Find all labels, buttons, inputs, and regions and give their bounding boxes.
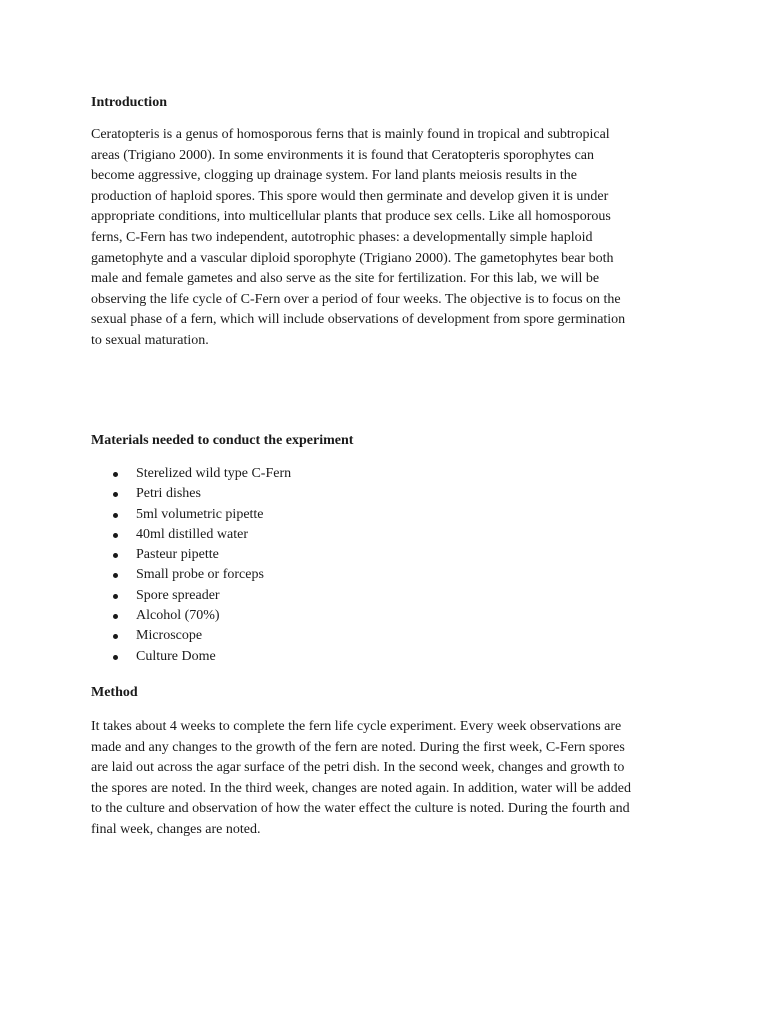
materials-item-text: Culture Dome <box>136 648 216 664</box>
materials-item-text: Microscope <box>136 628 203 644</box>
introduction-line: sexual phase of a fern, which will include observations of development from spore germination <box>91 312 626 328</box>
introduction-line: appropriate conditions, into multicellular plants that produce sex cells. Like all homosporous <box>91 209 611 225</box>
introduction-line: observing the life cycle of C-Fern over a period of four weeks. The objective is to focus on the <box>91 291 621 307</box>
materials-item-text: Alcohol (70%) <box>136 608 220 624</box>
bullet-icon <box>113 614 118 619</box>
bullet-icon <box>113 513 118 518</box>
method-line: It takes about 4 weeks to complete the fern life cycle experiment. Every week observations are <box>91 719 622 734</box>
method-line: the spores are noted. In the third week, changes are noted again. In addition, water will be added <box>91 780 631 796</box>
method-line: made and any changes to the growth of the fern are noted. During the first week, C-Fern spores <box>91 739 625 755</box>
bullet-icon <box>113 655 118 660</box>
bullet-icon <box>113 634 118 639</box>
method-line: final week, changes are noted. <box>91 821 261 837</box>
introduction-heading: Introduction <box>91 95 167 110</box>
materials-item-text: 5ml volumetric pipette <box>136 506 264 522</box>
bullet-icon <box>113 472 118 477</box>
bullet-icon <box>113 492 118 497</box>
introduction-line: to sexual maturation. <box>91 332 209 348</box>
materials-item-text: Small probe or forceps <box>136 567 264 583</box>
method-line: to the culture and observation of how the water effect the culture is noted. During the fourth and <box>91 801 630 817</box>
bullet-icon <box>113 533 118 538</box>
materials-item-text: Petri dishes <box>136 486 201 502</box>
bullet-icon <box>113 553 118 558</box>
introduction-paragraph <box>91 125 681 352</box>
bullet-icon <box>113 594 118 599</box>
materials-item-text: 40ml distilled water <box>136 526 248 542</box>
introduction-line: male and female gametes and also serve as the site for fertilization. For this lab, we will be <box>91 271 600 287</box>
introduction-line: gametophyte and a vascular diploid sporophyte (Trigiano 2000). The gametophytes bear both <box>91 250 614 266</box>
introduction-line: areas (Trigiano 2000). In some environments it is found that Ceratopteris sporophytes can <box>91 147 594 163</box>
introduction-line: ferns, C-Fern has two independent, autotrophic phases: a developmentally simple haploid <box>91 229 593 245</box>
materials-item-text: Spore spreader <box>136 587 220 603</box>
bullet-icon <box>113 573 118 578</box>
materials-item-text: Sterelized wild type C-Fern <box>136 466 292 481</box>
method-paragraph <box>91 717 681 841</box>
materials-heading: Materials needed to conduct the experiment <box>91 433 354 448</box>
method-heading: Method <box>91 685 138 700</box>
introduction-line: Ceratopteris is a genus of homosporous ferns that is mainly found in tropical and subtropical <box>91 127 610 142</box>
materials-item-text: Pasteur pipette <box>136 547 219 563</box>
introduction-line: become aggressive, clogging up drainage system. For land plants meiosis results in the <box>91 168 578 184</box>
introduction-line: production of haploid spores. This spore would then germinate and develop given it is under <box>91 188 609 204</box>
method-line: are laid out across the agar surface of the petri dish. In the second week, changes and growth to <box>91 760 625 776</box>
